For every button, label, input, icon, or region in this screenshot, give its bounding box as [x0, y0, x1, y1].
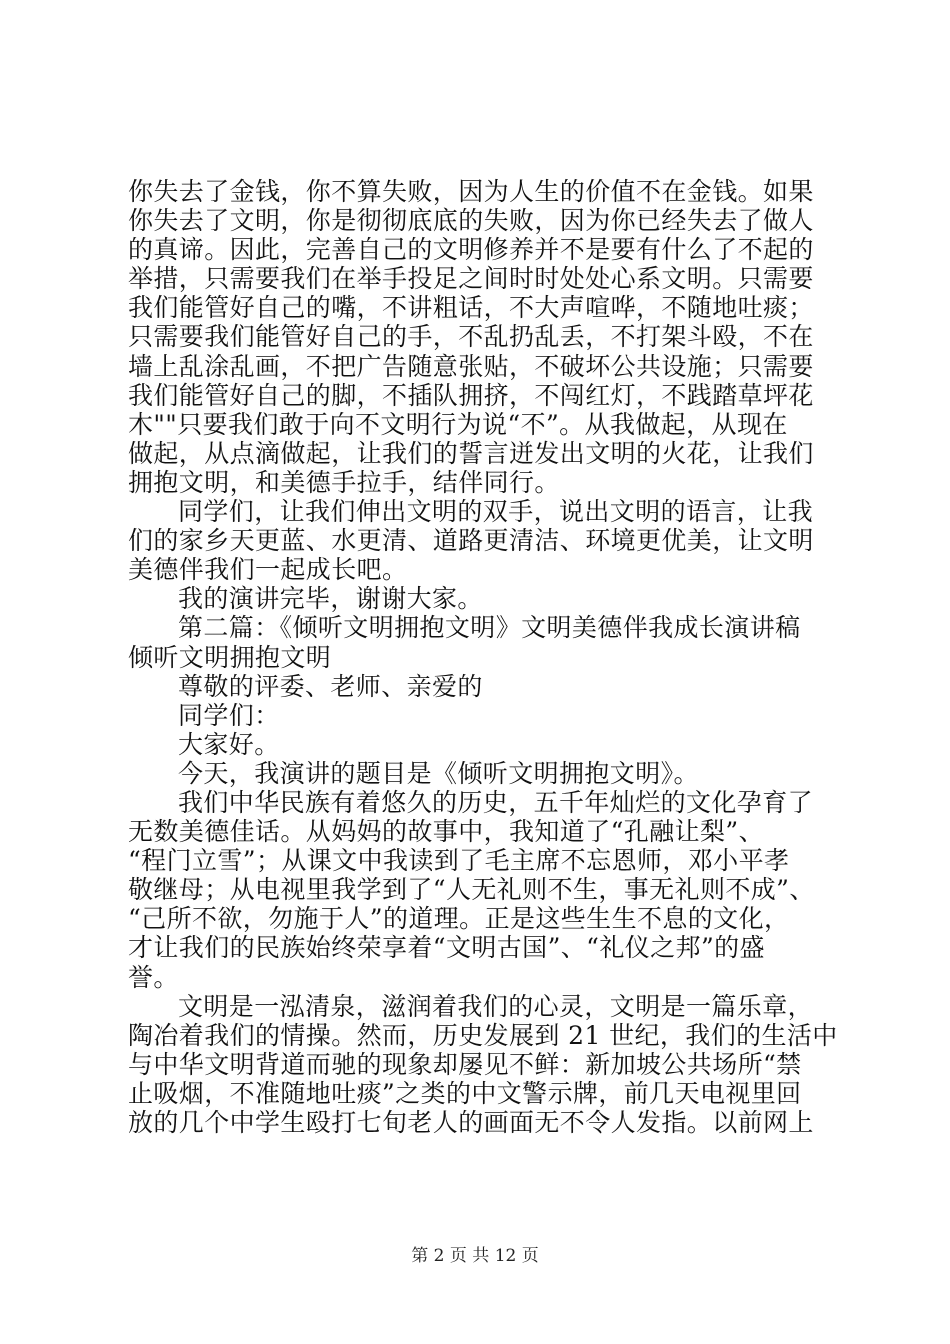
text-line: 你失去了金钱，你不算失败，因为人生的价值不在金钱。如果 [128, 177, 814, 206]
text-line: 同学们： [178, 700, 280, 730]
text-line: 誉。 [128, 962, 179, 992]
text-line: “己所不欲，勿施于人”的道理。正是这些生生不息的文化， [128, 904, 790, 934]
text-line: 陶冶着我们的情操。然而，历史发展到 21 世纪，我们的生活中 [128, 1020, 838, 1050]
document-body [128, 177, 838, 1137]
text-line: 我的演讲完毕，谢谢大家。 [178, 584, 483, 614]
text-line: 敬继母；从电视里我学到了“人无礼则不生，事无礼则不成”、 [128, 875, 815, 905]
text-line: 今天，我演讲的题目是《倾听文明拥抱文明》。 [178, 758, 699, 788]
text-line: 大家好。 [178, 729, 280, 759]
text-line: 才让我们的民族始终荣享着“文明古国”、“礼仪之邦”的盛 [128, 933, 765, 963]
text-line: 尊敬的评委、老师、亲爱的 [178, 671, 483, 701]
text-line: 们的家乡天更蓝、水更清、道路更清洁、环境更优美，让文明 [128, 526, 814, 556]
text-line: 举措，只需要我们在举手投足之间时时处处心系文明。只需要 [128, 264, 814, 294]
text-line: 与中华文明背道而驰的现象却屡见不鲜：新加坡公共场所“禁 [128, 1049, 802, 1079]
text-line: 的真谛。因此，完善自己的文明修养并不是要有什么了不起的 [128, 235, 814, 265]
text-line: 文明是一泓清泉，滋润着我们的心灵，文明是一篇乐章， [178, 991, 814, 1021]
text-line: 墙上乱涂乱画，不把广告随意张贴，不破坏公共设施；只需要 [128, 351, 814, 381]
text-line: 我们中华民族有着悠久的历史，五千年灿烂的文化孕育了 [178, 787, 814, 817]
text-line: 美德伴我们一起成长吧。 [128, 555, 408, 585]
text-line: 做起，从点滴做起，让我们的誓言迸发出文明的火花，让我们 [128, 438, 814, 468]
text-line: 拥抱文明，和美德手拉手，结伴同行。 [128, 467, 560, 497]
text-line: 我们能管好自己的嘴，不讲粗话，不大声喧哗，不随地吐痰； [128, 293, 814, 323]
text-line: 第二篇：《倾听文明拥抱文明》文明美德伴我成长演讲稿 [178, 613, 801, 643]
page-footer: 第 2 页 共 12 页 [411, 1246, 539, 1266]
text-line: 放的几个中学生殴打七旬老人的画面无不令人发指。以前网上 [128, 1108, 814, 1137]
text-line: “程门立雪”；从课文中我读到了毛主席不忘恩师，邓小平孝 [128, 846, 790, 876]
text-line: 我们能管好自己的脚，不插队拥挤，不闯红灯，不践踏草坪花 [128, 380, 814, 410]
text-line: 你失去了文明，你是彻彻底底的失败，因为你已经失去了做人 [128, 206, 814, 236]
text-line: 只需要我们能管好自己的手，不乱扔乱丢，不打架斗殴，不在 [128, 322, 814, 352]
text-line: 木""只要我们敢于向不文明行为说“不”。从我做起，从现在 [128, 409, 788, 439]
text-line: 止吸烟，不准随地吐痰”之类的中文警示牌，前几天电视里回 [128, 1078, 802, 1108]
text-line: 倾听文明拥抱文明 [128, 642, 332, 672]
text-line: 无数美德佳话。从妈妈的故事中，我知道了“孔融让梨”、 [128, 817, 764, 847]
text-line: 同学们，让我们伸出文明的双手，说出文明的语言，让我 [178, 497, 814, 527]
